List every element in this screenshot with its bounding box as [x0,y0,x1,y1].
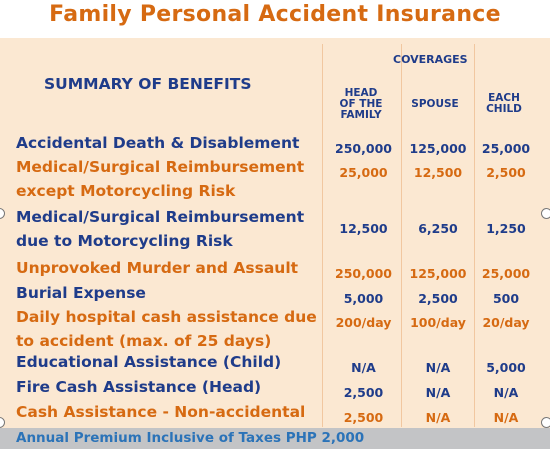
column-header-spouse: SPOUSE [411,98,459,110]
value-head: N/A [351,360,376,375]
row-label-line: Fire Cash Assistance (Head) [16,378,262,396]
column-header-each-child [476,93,532,115]
value-spouse: 2,500 [418,291,458,306]
value-child: 25,000 [481,266,531,281]
row-label-line: Educational Assistance (Child) [16,353,282,371]
column-header-line: HEAD [344,87,378,99]
value-head: 2,500 [343,410,384,425]
value-head: 25,000 [339,165,388,180]
column-divider [322,44,323,427]
value-spouse: 125,000 [409,141,467,156]
row-label-line: Daily hospital cash assistance due [16,308,317,326]
row-label-line: Medical/Surgical Reimbursement [16,158,305,176]
value-head: 2,500 [343,385,384,400]
column-header-head-of-family [330,88,392,121]
column-header-line: EACH [488,92,520,104]
value-child: 2,500 [486,165,526,180]
row-label-line: due to Motorcycling Risk [16,232,233,250]
value-child: 500 [492,291,520,306]
coverages-heading: COVERAGES [393,53,468,66]
value-child: 25,000 [481,141,531,156]
value-head: 250,000 [335,266,392,281]
column-divider [474,44,475,427]
row-label [16,375,261,399]
row-label-line: to accident (max. of 25 days) [16,332,272,350]
value-head: 250,000 [335,141,392,156]
row-label [16,281,146,305]
value-head: 12,500 [339,221,388,236]
value-spouse: 125,000 [409,266,467,281]
page-title: Family Personal Accident Insurance [49,2,501,27]
row-label-line: Burial Expense [16,284,146,302]
value-child: 1,250 [486,221,526,236]
row-label-line: Accidental Death & Disablement [16,134,300,152]
value-child: N/A [493,385,519,400]
row-label [16,155,304,203]
resize-handle[interactable] [541,417,550,428]
row-label [16,131,299,155]
row-label-line: Cash Assistance - Non-accidental [16,403,306,421]
value-spouse: N/A [425,385,451,400]
value-spouse: 12,500 [413,165,463,180]
row-label-line: Medical/Surgical Reimbursement [16,208,305,226]
value-spouse: 6,250 [418,221,458,236]
annual-premium-text: Annual Premium Inclusive of Taxes PHP 2,000 [16,430,365,446]
value-spouse: N/A [425,410,451,425]
column-header-line: OF THE [339,98,383,110]
column-header-line: CHILD [486,103,522,115]
row-label-line: Unprovoked Murder and Assault [16,259,299,277]
resize-handle[interactable] [0,208,5,219]
row-label [16,400,305,424]
value-head: 5,000 [343,291,384,306]
resize-handle[interactable] [541,208,550,219]
summary-heading: SUMMARY OF BENEFITS [44,75,252,93]
value-child: N/A [493,410,519,425]
value-spouse: N/A [425,360,451,375]
row-label-line: except Motorcycling Risk [16,182,236,200]
row-label [16,256,298,280]
value-child: 20/day [482,315,530,330]
row-label [16,305,317,353]
value-head: 200/day [335,315,392,330]
premium-footer [0,428,550,449]
row-label [16,350,281,374]
resize-handle[interactable] [0,417,5,428]
value-spouse: 100/day [410,315,466,330]
row-label [16,205,304,253]
column-header-line: FAMILY [340,109,382,121]
value-child: 5,000 [486,360,526,375]
